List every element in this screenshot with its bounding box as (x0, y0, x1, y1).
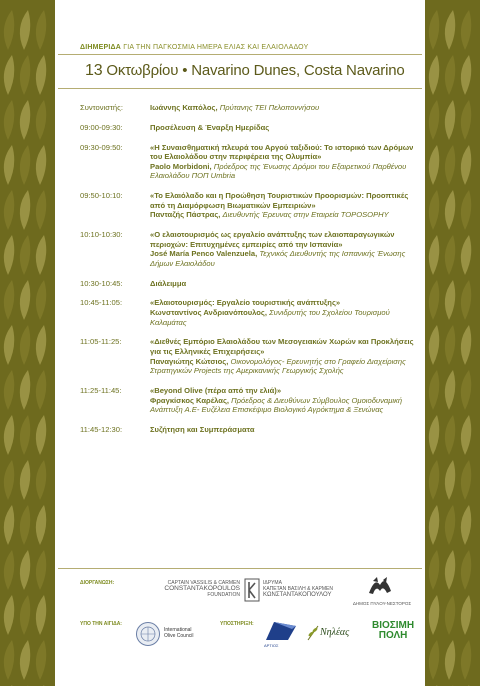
right-decorative-band (425, 0, 480, 686)
olive-leaf (4, 145, 14, 185)
olive-leaves-pattern-left (0, 0, 55, 686)
olive-leaf (20, 505, 30, 545)
olive-leaf (36, 550, 46, 590)
olive-leaf (461, 370, 471, 410)
olive-leaf (4, 370, 14, 410)
viosimi-line1: ΒΙΟΣΙΜΗ (372, 620, 415, 631)
session-speaker: Φραγκίσκος Καρέλας, (150, 395, 229, 405)
olive-leaf (429, 415, 439, 455)
olive-leaf (20, 100, 30, 140)
organizer-foundation-en (150, 580, 240, 598)
olive-leaf (445, 100, 455, 140)
program-list (80, 103, 420, 445)
olive-leaf (445, 640, 455, 680)
olive-leaf (4, 595, 14, 635)
org1-line3: FOUNDATION (207, 592, 240, 598)
olive-leaf (445, 235, 455, 275)
olive-leaf (36, 100, 46, 140)
olive-leaf (461, 280, 471, 320)
session-title: «Beyond Olive (πέρα από την ελιά)» (150, 385, 282, 395)
session-speaker: Πανταζής Πάστρας, (150, 210, 221, 220)
olive-leaf (429, 100, 439, 140)
olive-leaf (4, 505, 14, 545)
olive-leaf (36, 280, 46, 320)
org2-line3: ΚΩΝΣΤΑΝΤΑΚΟΠΟΥΛΟΥ (263, 592, 332, 598)
olive-leaf (36, 145, 46, 185)
olive-leaf (4, 190, 14, 230)
olive-leaf (20, 145, 30, 185)
session-title: Συζήτηση και Συμπεράσματα (150, 424, 255, 434)
olive-leaf (429, 325, 439, 365)
session-speaker: Κωνσταντίνος Ανδριανόπουλος, (150, 308, 267, 318)
session-title: Διάλειμμα (150, 278, 187, 288)
olive-leaf (20, 460, 30, 500)
program-session (80, 337, 420, 375)
municipality-emblem-icon (365, 573, 395, 599)
olive-leaf (4, 10, 14, 50)
olive-leaf (4, 640, 14, 680)
program-session (80, 191, 420, 220)
program-session (80, 298, 420, 327)
session-speaker: José María Penco Valenzuela, (150, 249, 258, 259)
session-time: 09:50-10:10: (80, 191, 123, 201)
program-session (80, 386, 420, 415)
program-session (80, 123, 420, 133)
olive-leaf (461, 190, 471, 230)
olive-leaf (4, 100, 14, 140)
support-label: ΥΠΟΣΤΗΡΙΞΗ: (220, 621, 254, 627)
date-venue: Navarino Dunes, Costa Navarino (191, 62, 405, 79)
viosimi-line2: ΠΟΛΗ (378, 630, 408, 641)
session-speaker-role: Διευθυντής Έρευνας στην Εταιρεία TOPOSOPHY (222, 210, 389, 220)
session-time: 09:00-09:30: (80, 122, 123, 132)
olive-leaf (429, 10, 439, 50)
session-title: «Ο ελαιοτουρισμός ως εργαλείο ανάπτυξης των ελαιοπαραγωγικών περιοχών: Επιτυχημένες εμπειρίες από την Ισπανία» (150, 230, 395, 249)
artios-name: ΑΡΤΙΟΣ (264, 643, 279, 648)
org1-line2: CONSTANTAKOPOULOS (164, 585, 240, 592)
olive-leaf (461, 550, 471, 590)
olive-leaf (429, 460, 439, 500)
olive-leaf (445, 595, 455, 635)
olive-leaf (4, 415, 14, 455)
olive-leaf (36, 640, 46, 680)
olive-leaf (445, 460, 455, 500)
viosimi-poli-logo (372, 621, 414, 641)
olive-leaf (36, 460, 46, 500)
olive-leaf (20, 55, 30, 95)
olive-leaf (4, 550, 14, 590)
nileas-logo-text: Νηλέας (320, 627, 350, 638)
olive-leaf (445, 550, 455, 590)
olive-leaf (429, 595, 439, 635)
olive-leaf (445, 10, 455, 50)
footer-divider (58, 568, 422, 569)
olive-leaf (445, 505, 455, 545)
olive-leaf (445, 325, 455, 365)
municipality-name: ΔΗΜΟΣ ΠΥΛΟΥ-ΝΕΣΤΟΡΟΣ (352, 601, 412, 606)
session-speaker-role: Οικονομολόγος- Ερευνητής στο Γραφείο Διαχείρισης Στρατηγικών Projects της Αμερικανικής Γεωργικής Σχολής (150, 356, 406, 376)
olive-leaf (4, 55, 14, 95)
olive-leaf (461, 55, 471, 95)
foundation-logo-icon (244, 578, 260, 602)
org1-line1: CAPTAIN VASSILIS & CARMEN (167, 580, 240, 586)
olive-leaf (36, 190, 46, 230)
session-time: 11:25-11:45: (80, 385, 122, 395)
session-speaker: Paolo Morbidoni, (150, 161, 212, 171)
coordinator-label: Συντονιστής: (80, 103, 123, 112)
olive-leaf (20, 325, 30, 365)
org2-line2: ΚΑΠΕΤΑΝ ΒΑΣΙΛΗ & ΚΑΡΜΕΝ (263, 586, 333, 592)
olive-leaf (36, 505, 46, 545)
olive-leaf (429, 55, 439, 95)
coordinator-role: Πρύτανης ΤΕΙ Πελοποννήσου (219, 103, 320, 112)
olive-leaf (461, 10, 471, 50)
session-title: «Διεθνές Εμπόριο Ελαιολάδου των Μεσογειακών Χωρών και Προκλήσεις για τις Ελληνικές Επιχειρήσεις» (150, 337, 414, 356)
olive-leaf (429, 145, 439, 185)
date-day: 13 (85, 62, 103, 79)
program-session (80, 230, 420, 268)
olive-leaf (36, 55, 46, 95)
event-header-lead: ΔΙΗΜΕΡΙΔΑ (80, 44, 122, 51)
program-session (80, 425, 420, 435)
date-separator: • (182, 62, 188, 79)
olive-leaf (445, 145, 455, 185)
olive-leaves-pattern-right (425, 0, 480, 686)
olive-leaf (461, 505, 471, 545)
olive-leaf (445, 370, 455, 410)
event-header-rest: ΓΙΑ ΤΗΝ ΠΑΓΚΟΣΜΙΑ ΗΜΕΡΑ ΕΛΙΑΣ ΚΑΙ ΕΛΑΙΟΛΑΔΟΥ (123, 44, 309, 51)
session-title: Προσέλευση & Έναρξη Ημερίδας (150, 122, 270, 132)
olive-leaf (429, 550, 439, 590)
artios-logo-icon (264, 620, 298, 642)
date-divider (58, 88, 422, 89)
olive-leaf (20, 550, 30, 590)
olive-leaf (461, 415, 471, 455)
olive-leaf (36, 235, 46, 275)
ioc-line1: International (164, 627, 192, 633)
olive-leaf (445, 280, 455, 320)
org2-line1: ΙΔΡΥΜΑ (263, 580, 282, 586)
auspices-label: ΥΠΟ ΤΗΝ ΑΙΓΙΔΑ: (80, 621, 122, 627)
olive-leaf (461, 460, 471, 500)
olive-leaf (429, 370, 439, 410)
olive-leaf (445, 55, 455, 95)
olive-leaf (4, 280, 14, 320)
ioc-name (164, 627, 193, 639)
session-title: «Το Ελαιόλαδο και η Προώθηση Τουριστικών Προορισμών: Προοπτικές από τη Διαμόρφωση Βιωματικών Εμπειριών» (150, 191, 409, 210)
olive-branch-icon (306, 624, 320, 642)
organizers-label: ΔΙΟΡΓΑΝΩΣΗ: (80, 580, 115, 586)
event-date (85, 62, 405, 80)
olive-leaf (429, 505, 439, 545)
ioc-emblem-icon (135, 621, 161, 647)
olive-leaf (461, 325, 471, 365)
ioc-line2: Olive Council (164, 633, 194, 639)
olive-leaf (4, 235, 14, 275)
olive-leaf (20, 595, 30, 635)
olive-leaf (20, 190, 30, 230)
header-divider (58, 54, 422, 55)
olive-leaf (20, 415, 30, 455)
olive-leaf (36, 325, 46, 365)
olive-leaf (20, 370, 30, 410)
program-session (80, 279, 420, 289)
session-speaker-role: Συνιδρυτής του Σχολείου Τουρισμού Καλαμάτας (150, 308, 390, 327)
olive-leaf (461, 640, 471, 680)
session-time: 10:30-10:45: (80, 278, 123, 288)
olive-leaf (36, 595, 46, 635)
session-speaker-role: Πρόεδρος της Ένωσης Δρόμοι του Εξαιρετικού Παρθένου Ελαιολάδου ΠΟΠ Umbria (150, 161, 407, 181)
olive-leaf (429, 640, 439, 680)
olive-leaf (429, 190, 439, 230)
event-header (80, 44, 410, 51)
session-title: «Ελαιοτουρισμός: Εργαλείο τουριστικής ανάπτυξης» (150, 298, 341, 308)
program-coordinator (80, 103, 420, 113)
olive-leaf (461, 595, 471, 635)
session-speaker-role: Πρόεδρος & Διευθύνων Σύμβουλος Ομοιοδυναμική Ανάπτυξη Α.Ε- Ευζέλεια Επισκέψιμο Βιολογικό Αγρόκτημα & Ξενώνας (150, 395, 403, 415)
session-time: 10:45-11:05: (80, 298, 123, 308)
olive-leaf (445, 415, 455, 455)
olive-leaf (461, 235, 471, 275)
olive-leaf (20, 280, 30, 320)
olive-leaf (36, 415, 46, 455)
session-time: 09:30-09:50: (80, 142, 123, 152)
olive-leaf (461, 100, 471, 140)
olive-leaf (429, 235, 439, 275)
coordinator-name: Ιωάννης Καπόλος, (150, 103, 218, 112)
session-time: 11:45-12:30: (80, 424, 123, 434)
date-month: Οκτωβρίου (106, 62, 179, 79)
olive-leaf (20, 640, 30, 680)
organizer-foundation-gr (263, 580, 348, 598)
session-speaker-role: Τεχνικός Διευθυντής της Ισπανικής Ένωσης Δήμων Ελαιολάδου (150, 249, 406, 268)
olive-leaf (429, 280, 439, 320)
olive-leaf (36, 370, 46, 410)
olive-leaf (36, 10, 46, 50)
left-decorative-band (0, 0, 55, 686)
olive-leaf (20, 10, 30, 50)
session-title: «Η Συναισθηματική πλευρά του Αργού ταξιδιού: Το ιστορικό των Δρόμων του Ελαιολάδου στην περιφέρεια της Ολυμπία» (150, 142, 414, 162)
session-time: 10:10-10:30: (80, 230, 123, 240)
olive-leaf (4, 325, 14, 365)
session-time: 11:05-11:25: (80, 337, 122, 347)
olive-leaf (20, 235, 30, 275)
olive-leaf (4, 460, 14, 500)
olive-leaf (461, 145, 471, 185)
program-session (80, 143, 420, 181)
olive-leaf (445, 190, 455, 230)
session-speaker: Παναγιώτης Κώτσιος, (150, 356, 229, 366)
